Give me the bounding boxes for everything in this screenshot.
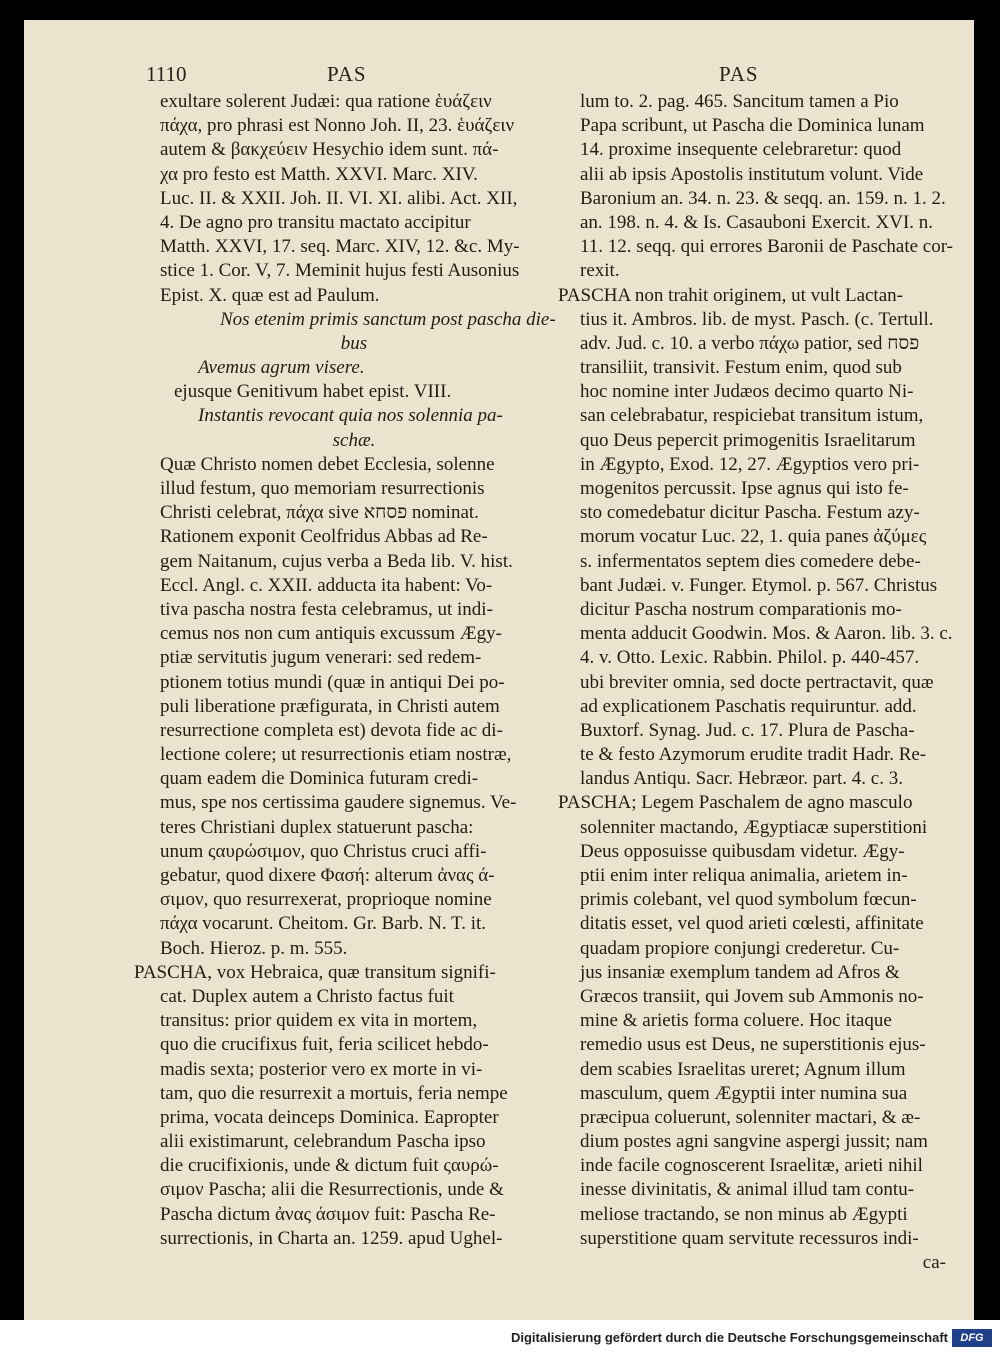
dfg-logo: DFG [952,1329,992,1347]
text-line: madis sexta; posterior vero ex morte in vi- [160,1058,483,1080]
text-line: morum vocatur Luc. 22, 1. quia panes ἀζύμες [580,526,927,548]
text-line: tius it. Ambros. lib. de myst. Pasch. (c. Tertull. [580,308,934,330]
text-line: Instantis revocant quia nos solennia pa- [198,405,503,427]
text-line: lum to. 2. pag. 465. Sancitum tamen a Pio [580,91,899,112]
text-line: solenniter mactando, Ægyptiacæ superstitioni [580,816,928,838]
text-line: remedio usus est Deus, ne superstitionis ejus- [580,1034,926,1056]
text-line: Boch. Hieroz. p. m. 555. [160,937,348,959]
text-line: mine & arietis forma coluere. Hoc itaque [580,1010,892,1032]
text-line: Papa scribunt, ut Pascha die Dominica lunam [580,115,925,137]
text-line: masculum, quem Ægyptii inter numina sua [580,1082,908,1104]
text-line: dicitur Pascha nostrum comparationis mo- [580,598,902,620]
text-line: mus, spe nos certissima gaudere signemus. Ve- [160,792,517,814]
text-line: quadam propiore conjungi crederetur. Cu- [580,937,900,959]
text-line: surrectionis, in Charta an. 1259. apud Ughel- [160,1227,503,1249]
text-line: Græcos transiit, qui Jovem sub Ammonis no- [580,985,924,1007]
text-line: Epist. X. quæ est ad Paulum. [160,284,380,306]
text-line: hoc nomine inter Judæos decimo quarto Ni- [580,381,914,403]
text-line: ad explicationem Paschatis requiruntur. add. [580,695,917,717]
text-line: Deus opposuisse quibusdam videtur. Ægy- [580,840,905,862]
text-line: an. 198. n. 4. & Is. Casauboni Exercit. XVI. n. [580,211,934,233]
text-line: 4. De agno pro transitu mactato accipitur [160,211,471,233]
text-line: πάχα vocarunt. Cheitom. Gr. Barb. N. T. it. [160,913,486,935]
text-line: inde facile cognoscerent Israelitæ, arieti nihil [580,1155,923,1177]
text-line: tiva pascha nostra festa celebramus, ut indi- [160,598,493,620]
text-line: puli liberatione præfigurata, in Christi autem [160,695,500,717]
text-line: Avemus agrum visere. [198,357,365,379]
text-line: bant Judæi. v. Funger. Etymol. p. 567. Christus [580,574,938,596]
left-text-column [134,90,556,1251]
text-line: Eccl. Angl. c. XXII. adducta ita habent: Vo- [160,574,493,596]
text-line: transitus: prior quidem ex vita in mortem, [160,1010,478,1032]
text-line: σιμον Pascha; alii die Resurrectionis, unde & [160,1179,504,1201]
text-line: dem scabies Israelitas ureret; Agnum illum [580,1058,906,1080]
text-line: meliose tractando, se non minus ab Ægypti [580,1203,908,1225]
text-line: die crucifixionis, unde & dictum fuit ςαυρώ- [160,1155,499,1177]
text-line: Luc. II. & XXII. Joh. II. VI. XI. alibi. Act. XII, [160,187,518,209]
text-line: πάχα, pro phrasi est Nonno Joh. II, 23. ἑυάζειν [160,115,515,137]
text-line: præcipua coluerunt, solenniter mactari, & æ- [580,1106,921,1128]
text-line: quo Deus pepercit primogenitis Israelitarum [580,429,916,451]
text-line: cat. Duplex autem a Christo factus fuit [160,985,454,1007]
text-line: bus [340,332,368,354]
text-line: cemus nos non cum antiquis excussum Ægy- [160,623,502,645]
text-line: in Ægypto, Exod. 12, 27. Ægyptios vero pri- [580,453,920,475]
footer-credit: Digitalisierung gefördert durch die Deutsche Forschungsgemeinschaft [510,1330,948,1345]
text-line: schæ. [332,429,376,451]
text-line: inesse divinitatis, & animal illud tam contu- [580,1179,915,1201]
right-text-column [558,90,953,1275]
text-line: stice 1. Cor. V, 7. Meminit hujus festi Ausonius [160,260,520,282]
text-line: te & festo Azymorum erudite tradit Hadr. Re- [580,744,927,766]
text-line: teres Christiani duplex statuerunt pascha: [160,816,474,838]
text-line: Matth. XXVI, 17. seq. Marc. XIV, 12. &c. My- [160,236,520,258]
text-line: ptionem totius mundi (quæ in antiqui Dei po- [160,671,505,693]
text-line: χα pro festo est Matth. XXVI. Marc. XIV. [160,163,478,185]
text-line: s. infermentatos septem dies comedere debe- [580,550,921,572]
text-line: ejusque Genitivum habet epist. VIII. [174,381,452,403]
text-line: PASCHA non trahit originem, ut vult Lactan- [558,284,903,306]
text-line: ditatis esset, vel quod arieti cœlesti, affinitate [580,913,924,935]
text-line: tam, quo die resurrexit a mortuis, feria nempe [160,1082,508,1104]
text-line: alii ab ipsis Apostolis institutum volunt. Vide [580,163,924,185]
text-line: 14. proxime insequente celebraretur: quod [580,139,902,161]
text-line: ptii enim inter reliqua animalia, arietem in- [580,865,908,886]
text-line: exultare solerent Judæi: qua ratione ἑυάζειν [160,91,492,112]
text-line: Rationem exponit Ceolfridus Abbas ad Re- [160,526,488,548]
text-line: ca- [922,1252,946,1273]
text-line: prima, vocata deinceps Dominica. Eapropter [160,1106,499,1128]
text-line: PASCHA, vox Hebraica, quæ transitum signifi- [134,961,496,983]
text-line: gebatur, quod dixere Φασή: alterum ἀνας ά- [160,865,495,886]
text-line: Quæ Christo nomen debet Ecclesia, solenne [160,453,495,475]
text-line: σιμον, quo resurrexerat, proprioque nomine [160,889,492,911]
text-line: ubi breviter omnia, sed docte pertractavit, quæ [580,671,934,693]
text-line: superstitione quam servitute recessuros indi- [580,1227,919,1249]
text-line: jus insaniæ exemplum tandem ad Afros & [580,961,900,983]
text-line: lectione colere; ut resurrectionis etiam nostræ, [160,744,512,766]
text-line: resurrectione completa est) devota fide ac di- [160,719,503,741]
scanned-page [24,20,974,1320]
text-line: Baronium an. 34. n. 23. & seqq. an. 159. n. 1. 2. [580,187,946,209]
text-line: primis colebant, vel quod symbolum fœcun- [580,889,917,911]
text-line: mogenitos percussit. Ipse agnus qui isto fe- [580,478,909,499]
right-running-head: PAS [719,62,759,86]
text-line: ptiæ servitutis jugum venerari: sed redem- [160,647,482,669]
text-line: illud festum, quo memoriam resurrectionis [160,478,485,499]
text-line: san celebrabatur, respiciebat transitum istum, [580,405,924,427]
text-line: autem & βακχεύειν Hesychio idem sunt. πά- [160,139,499,161]
text-line: quo die crucifixus fuit, feria scilicet hebdo- [160,1034,489,1056]
text-line: sto comedebatur dicitur Pascha. Festum azy- [580,502,920,524]
text-line: Christi celebrat, πάχα sive פסחא nominat. [160,502,479,524]
text-line: adv. Jud. c. 10. a verbo πάχω patior, sed פסח [580,332,920,354]
footer-bar [0,1320,1000,1358]
text-line: dium postes agni sangvine aspergi jussit; nam [580,1131,928,1153]
text-line: gem Naitanum, cujus verba a Beda lib. V. hist. [160,550,513,572]
text-line: 4. v. Otto. Lexic. Rabbin. Philol. p. 440-457. [580,647,920,669]
text-line: 11. 12. seqq. qui errores Baronii de Paschate cor- [580,236,953,258]
text-line: PASCHA; Legem Paschalem de agno masculo [558,792,913,814]
text-line: alii existimarunt, celebrandum Pascha ipso [160,1131,486,1153]
text-line: unum ςαυρώσιμον, quo Christus cruci affi- [160,840,487,862]
text-line: Buxtorf. Synag. Jud. c. 17. Plura de Pascha- [580,719,915,741]
text-line: menta adducit Goodwin. Mos. & Aaron. lib. 3. c. [580,623,953,645]
left-running-head: PAS [327,62,367,86]
text-line: landus Antiqu. Sacr. Hebræor. part. 4. c. 3. [580,768,903,790]
text-line: rexit. [580,260,620,282]
page-number: 1110 [146,62,187,86]
text-line: Pascha dictum ἀνας άσιμον fuit: Pascha Re- [160,1203,496,1225]
text-line: transiliit, transivit. Festum enim, quod sub [580,357,902,379]
text-line: Nos etenim primis sanctum post pascha die- [220,308,556,330]
text-line: quam eadem die Dominica futuram credi- [160,768,479,790]
